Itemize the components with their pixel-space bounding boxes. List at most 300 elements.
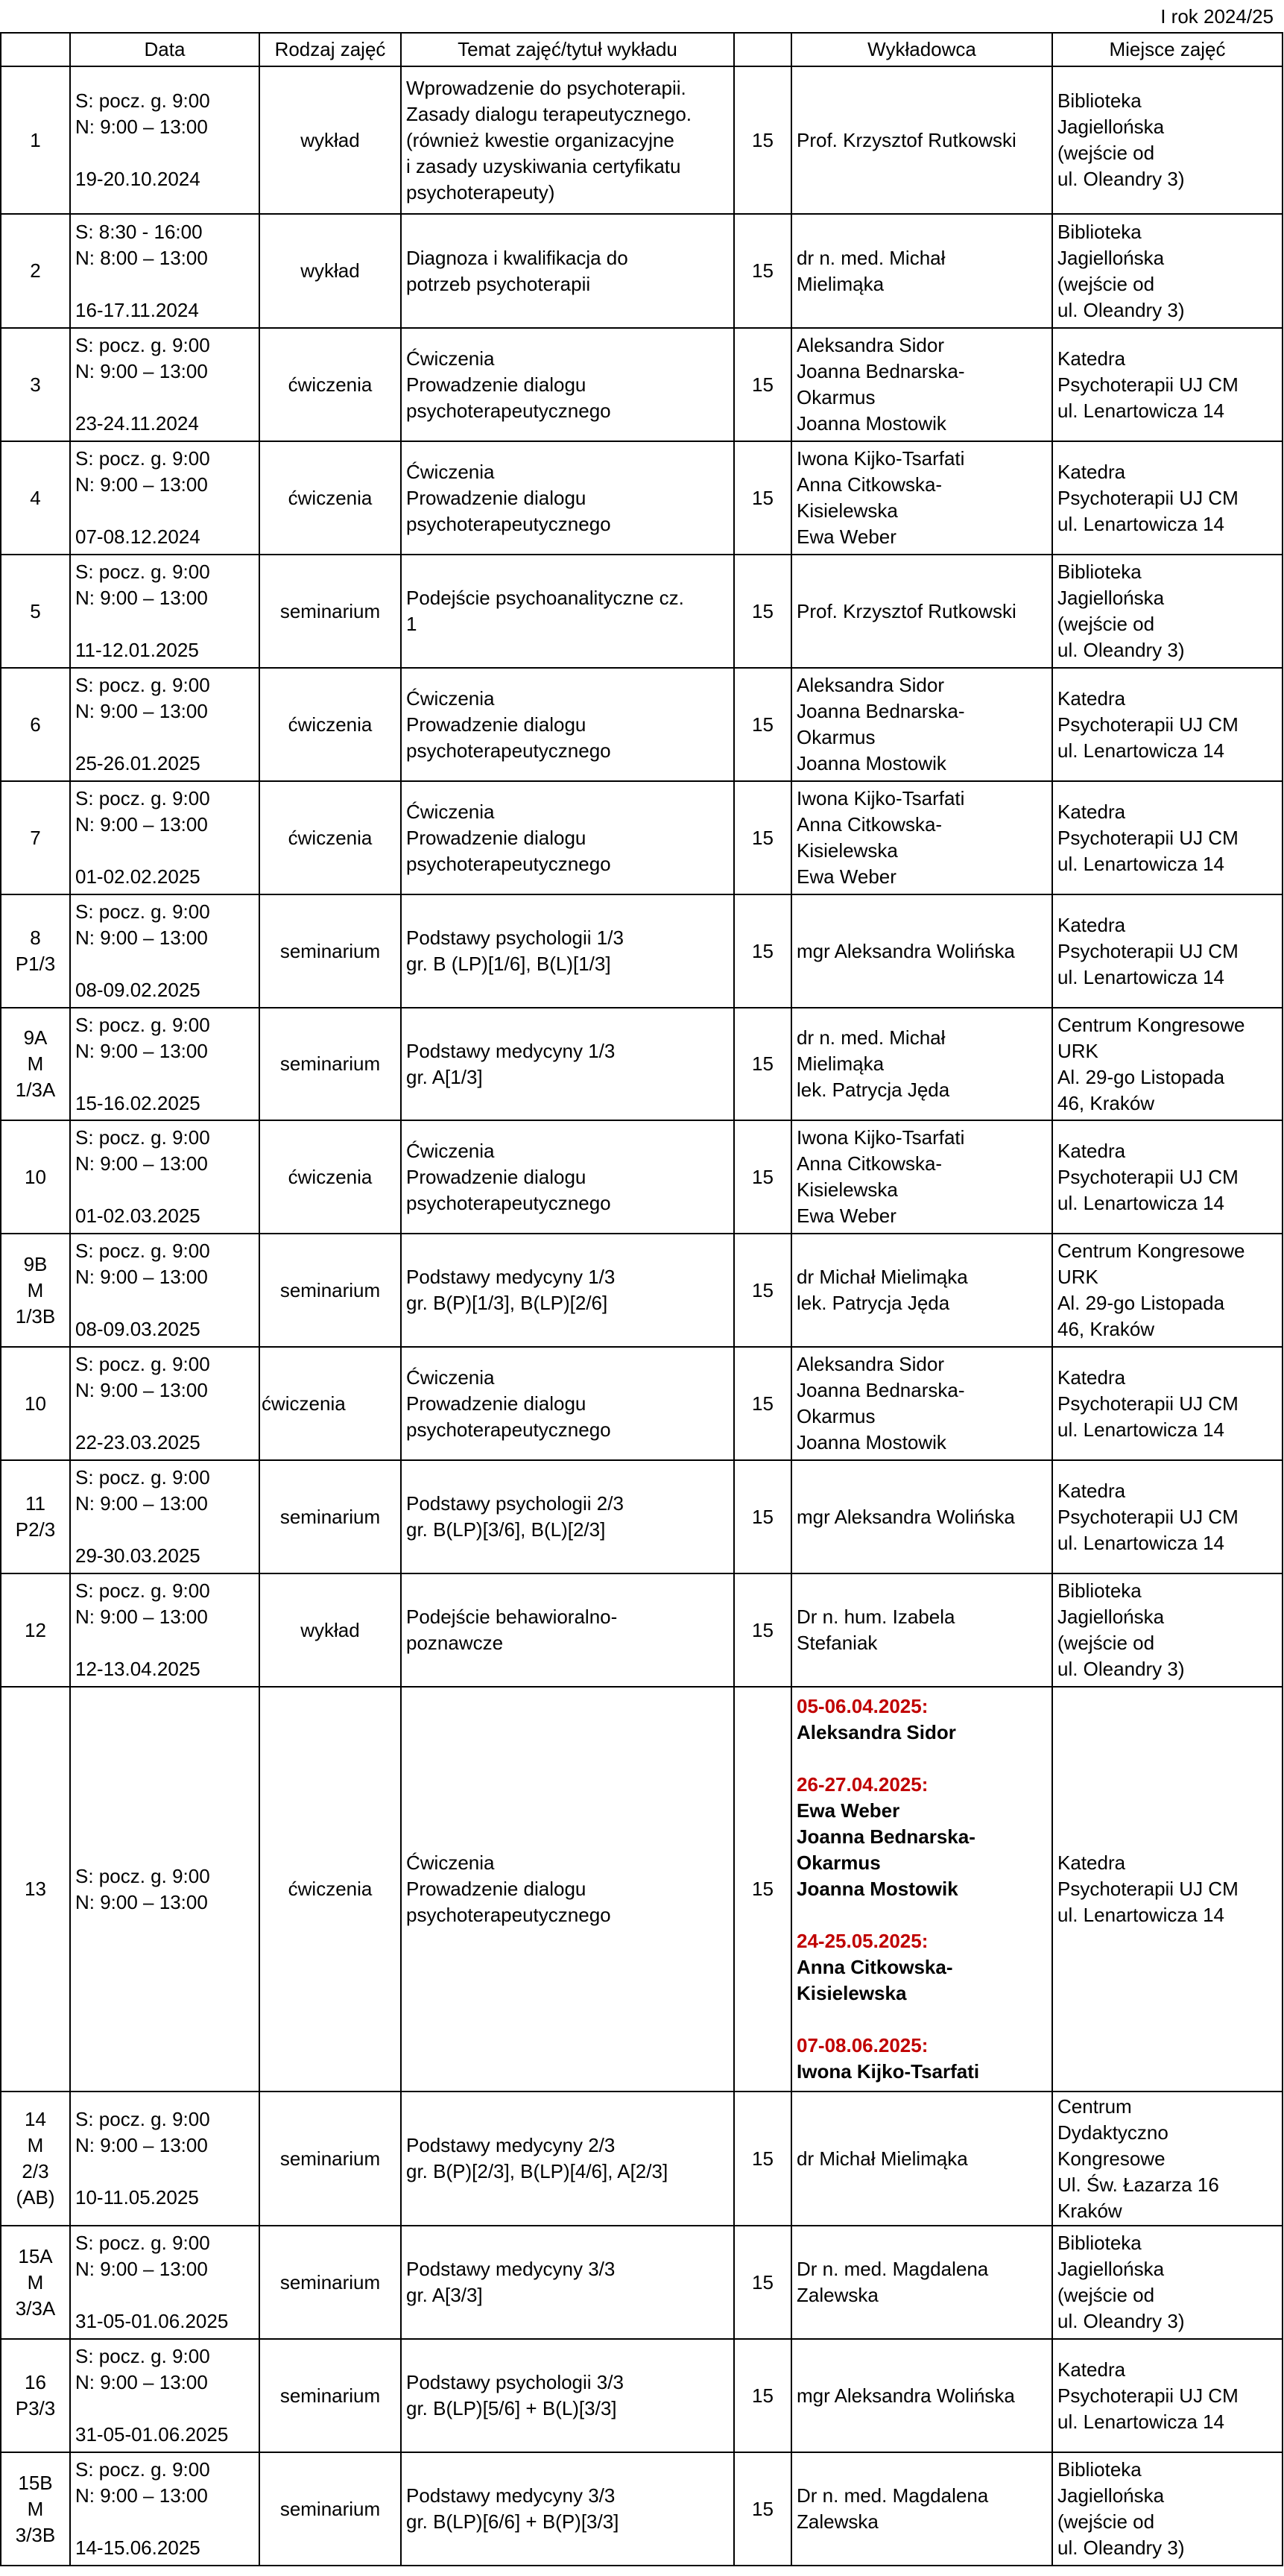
row-number-line: 10: [25, 1392, 46, 1415]
place-line: (wejście od: [1057, 613, 1155, 635]
lecturer-cell: [791, 1234, 1052, 1347]
date-line: N: 8:00 – 13:00: [75, 246, 208, 269]
date-line: S: pocz. g. 9:00: [75, 674, 210, 696]
row-number-cell: [1, 1460, 70, 1573]
class-type-cell: seminarium: [259, 555, 401, 668]
topic-cell: [401, 1687, 734, 2092]
date-cell: [70, 1687, 259, 2092]
date-line: 31-05-01.06.2025: [75, 2310, 229, 2332]
lecturer-line: dr n. med. Michał: [797, 246, 946, 269]
lecturer-line: Prof. Krzysztof Rutkowski: [797, 599, 1016, 622]
row-number-line: P3/3: [15, 2397, 56, 2419]
date-cell: [70, 555, 259, 668]
date-line: S: pocz. g. 9:00: [75, 2108, 210, 2130]
topic-line: Prowadzenie dialogu: [406, 1392, 586, 1415]
topic-cell: [401, 555, 734, 668]
lecturer-line: Kisielewska: [797, 1178, 898, 1201]
place-line: ul. Lenartowicza 14: [1057, 739, 1225, 762]
topic-line: Podstawy psychologii 2/3: [406, 1492, 624, 1515]
date-line: [75, 498, 254, 524]
date-line: S: pocz. g. 9:00: [75, 1013, 210, 1036]
table-row: [1, 2339, 1283, 2452]
lecturer-line: Zalewska: [797, 2510, 879, 2533]
lecturer-line: Kisielewska: [797, 499, 898, 522]
date-line: S: pocz. g. 9:00: [75, 900, 210, 923]
place-cell: [1052, 214, 1283, 328]
date-line: [75, 385, 254, 411]
date-line: N: 9:00 – 13:00: [75, 473, 208, 496]
lecturer-line: Dr n. hum. Izabela: [797, 1606, 955, 1628]
row-number-cell: [1, 1008, 70, 1120]
hours-cell: 15: [734, 328, 791, 441]
class-type-cell: seminarium: [259, 1460, 401, 1573]
place-line: Katedra: [1057, 913, 1126, 936]
place-cell: [1052, 1687, 1283, 2092]
header-place: Miejsce zajęć: [1052, 33, 1283, 66]
place-line: Al. 29-go Listopada: [1057, 1292, 1225, 1314]
hours-cell: 15: [734, 214, 791, 328]
row-number-line: 11: [25, 1492, 45, 1515]
hours-cell: 15: [734, 1347, 791, 1460]
topic-line: Prowadzenie dialogu: [406, 713, 586, 736]
row-number-line: M: [27, 2270, 44, 2294]
place-cell: [1052, 555, 1283, 668]
place-line: Centrum Kongresowe: [1057, 1013, 1245, 1036]
date-line: N: 9:00 – 13:00: [75, 587, 208, 609]
date-line: 01-02.02.2025: [75, 865, 200, 888]
date-line: N: 9:00 – 13:00: [75, 1606, 208, 1628]
class-type-cell: ćwiczenia: [259, 441, 401, 555]
date-line: S: pocz. g. 9:00: [75, 2232, 210, 2254]
lecturer-line: Zalewska: [797, 2284, 879, 2306]
row-number-line: 6: [30, 713, 41, 736]
topic-line: psychoterapeutycznego: [406, 739, 611, 762]
session-date-line: 07-08.06.2025:: [797, 2034, 929, 2056]
topic-cell: [401, 1573, 734, 1687]
place-line: (wejście od: [1057, 2510, 1155, 2533]
class-type-cell: seminarium: [259, 2226, 401, 2339]
topic-line: gr. A[3/3]: [406, 2284, 483, 2306]
lecturer-line: Ewa Weber: [797, 865, 896, 888]
topic-line: gr. B(LP)[6/6] + B(P)[3/3]: [406, 2510, 619, 2533]
row-number-cell: [1, 668, 70, 781]
row-number-line: 12: [25, 1618, 46, 1641]
date-line: N: 9:00 – 13:00: [75, 360, 208, 382]
place-line: Centrum Kongresowe: [1057, 1240, 1245, 1262]
lecturer-line: Anna Citkowska-: [797, 813, 943, 836]
class-type-cell: seminarium: [259, 2452, 401, 2566]
topic-line: Prowadzenie dialogu: [406, 1878, 586, 1900]
topic-line: Ćwiczenia: [406, 1366, 495, 1389]
lecturer-line: Joanna Mostowik: [797, 752, 946, 774]
row-number-line: 2/3: [22, 2160, 49, 2182]
date-line: 29-30.03.2025: [75, 1544, 200, 1567]
row-number-cell: [1, 214, 70, 328]
header-hours: [734, 33, 791, 66]
row-number-line: (AB): [16, 2186, 55, 2209]
date-line: S: pocz. g. 9:00: [75, 561, 210, 583]
date-cell: [70, 441, 259, 555]
row-number-line: 9A: [23, 1026, 48, 1049]
topic-line: psychoterapeutycznego: [406, 399, 611, 422]
row-number-line: 7: [30, 826, 41, 849]
header-lecturer: Wykładowca: [791, 33, 1052, 66]
row-number-line: M: [27, 2497, 44, 2520]
date-line: S: pocz. g. 9:00: [75, 447, 210, 470]
date-cell: [70, 781, 259, 894]
date-line: [75, 140, 254, 166]
row-number-cell: [1, 1687, 70, 2092]
hours-cell: 15: [734, 1573, 791, 1687]
date-line: [75, 271, 254, 297]
lecturer-line: [797, 1746, 1047, 1772]
table-row: [1, 328, 1283, 441]
place-line: ul. Lenartowicza 14: [1057, 1191, 1225, 1214]
place-line: Jagiellońska: [1057, 246, 1165, 269]
place-line: Katedra: [1057, 1479, 1126, 1502]
class-type-cell: seminarium: [259, 894, 401, 1008]
row-number-line: 16: [25, 2371, 46, 2393]
topic-cell: [401, 66, 734, 214]
topic-cell: [401, 1234, 734, 1347]
lecturer-cell: [791, 555, 1052, 668]
place-line: ul. Oleandry 3): [1057, 2536, 1185, 2559]
topic-line: Wprowadzenie do psychoterapii.: [406, 76, 686, 99]
place-line: 46, Kraków: [1057, 1091, 1155, 1114]
place-line: Psychoterapii UJ CM: [1057, 1505, 1239, 1528]
hours-cell: 15: [734, 894, 791, 1008]
lecturer-cell: [791, 1573, 1052, 1687]
row-number-line: M: [27, 2134, 44, 2156]
row-number-line: 13: [25, 1878, 46, 1900]
lecturer-line: mgr Aleksandra Wolińska: [797, 939, 1015, 962]
date-line: 14-15.06.2025: [75, 2536, 200, 2559]
class-type-cell: ćwiczenia: [259, 668, 401, 781]
place-cell: [1052, 2092, 1283, 2226]
lecturer-cell: [791, 2092, 1052, 2226]
lecturer-line: [797, 2007, 1047, 2033]
lecturer-cell: [791, 214, 1052, 328]
date-line: S: pocz. g. 9:00: [75, 1240, 210, 1262]
place-line: 46, Kraków: [1057, 1318, 1155, 1340]
topic-line: gr. B(P)[1/3], B(LP)[2/6]: [406, 1292, 608, 1314]
date-cell: [70, 894, 259, 1008]
place-line: Psychoterapii UJ CM: [1057, 1165, 1239, 1188]
hours-cell: 15: [734, 2092, 791, 2226]
lecturer-line: Joanna Bednarska-: [797, 1379, 965, 1401]
date-line: [75, 2159, 254, 2185]
place-line: Biblioteka: [1057, 2458, 1142, 2481]
place-line: Kraków: [1057, 2199, 1122, 2222]
topic-line: Podstawy medycyny 3/3: [406, 2484, 616, 2507]
lecturer-line: Mielimąka: [797, 272, 885, 295]
topic-line: psychoterapeutycznego: [406, 1904, 611, 1926]
date-cell: [70, 328, 259, 441]
topic-cell: [401, 441, 734, 555]
place-line: Dydaktyczno: [1057, 2121, 1168, 2144]
topic-line: psychoterapeutycznego: [406, 852, 611, 875]
class-type-cell: seminarium: [259, 1234, 401, 1347]
hours-cell: 15: [734, 1120, 791, 1234]
lecturer-line: Ewa Weber: [797, 1205, 896, 1227]
place-line: Al. 29-go Listopada: [1057, 1065, 1225, 1088]
date-line: [75, 1404, 254, 1430]
date-line: N: 9:00 – 13:00: [75, 1492, 208, 1515]
hours-cell: 15: [734, 1008, 791, 1120]
place-line: Jagiellońska: [1057, 116, 1165, 138]
date-cell: [70, 214, 259, 328]
place-line: ul. Oleandry 3): [1057, 168, 1185, 190]
place-cell: [1052, 1347, 1283, 1460]
topic-cell: [401, 781, 734, 894]
date-cell: [70, 1347, 259, 1460]
date-line: S: pocz. g. 9:00: [75, 334, 210, 356]
row-number-line: 9B: [23, 1252, 48, 1275]
place-line: Psychoterapii UJ CM: [1057, 1878, 1239, 1900]
lecturer-line: Dr n. med. Magdalena: [797, 2258, 989, 2280]
class-type-cell: ćwiczenia: [259, 1120, 401, 1234]
class-type-cell: ćwiczenia: [259, 328, 401, 441]
topic-cell: [401, 894, 734, 1008]
place-line: Katedra: [1057, 1139, 1126, 1162]
row-number-line: M: [27, 1052, 44, 1075]
session-date-line: 05-06.04.2025:: [797, 1695, 929, 1717]
lecturer-line: Anna Citkowska-: [797, 1956, 953, 1978]
topic-line: gr. B(LP)[3/6], B(L)[2/3]: [406, 1518, 606, 1541]
place-line: URK: [1057, 1266, 1098, 1288]
hours-cell: 15: [734, 668, 791, 781]
row-number-line: 1: [30, 128, 41, 151]
place-line: (wejście od: [1057, 272, 1155, 295]
lecturer-cell: [791, 2452, 1052, 2566]
place-line: ul. Lenartowicza 14: [1057, 2410, 1225, 2433]
place-cell: [1052, 66, 1283, 214]
topic-line: Podejście behawioralno-: [406, 1606, 618, 1628]
row-number-cell: [1, 2092, 70, 2226]
place-line: Biblioteka: [1057, 220, 1142, 243]
date-line: N: 9:00 – 13:00: [75, 116, 208, 138]
topic-line: Podstawy medycyny 3/3: [406, 2258, 616, 2280]
hours-cell: 15: [734, 781, 791, 894]
lecturer-line: Prof. Krzysztof Rutkowski: [797, 128, 1016, 151]
date-line: [75, 1064, 254, 1090]
place-cell: [1052, 1120, 1283, 1234]
date-line: N: 9:00 – 13:00: [75, 1379, 208, 1401]
row-number-cell: [1, 2452, 70, 2566]
row-number-line: 2: [30, 259, 41, 282]
topic-cell: [401, 1460, 734, 1573]
table-row: [1, 781, 1283, 894]
topic-cell: [401, 1120, 734, 1234]
table-row: [1, 2452, 1283, 2566]
date-line: 25-26.01.2025: [75, 752, 200, 774]
place-line: ul. Oleandry 3): [1057, 298, 1185, 321]
place-line: Katedra: [1057, 800, 1126, 823]
date-line: N: 9:00 – 13:00: [75, 926, 208, 949]
place-line: Biblioteka: [1057, 1579, 1142, 1602]
topic-line: Ćwiczenia: [406, 800, 495, 823]
date-cell: [70, 2092, 259, 2226]
row-number-cell: [1, 1234, 70, 1347]
date-line: [75, 1630, 254, 1656]
date-line: 31-05-01.06.2025: [75, 2423, 229, 2446]
row-number-line: P1/3: [15, 953, 56, 975]
topic-cell: [401, 214, 734, 328]
date-line: [75, 2282, 254, 2308]
topic-cell: [401, 2339, 734, 2452]
lecturer-line: Aleksandra Sidor: [797, 334, 944, 356]
topic-line: Ćwiczenia: [406, 1139, 495, 1162]
schedule-rows: [1, 66, 1283, 2566]
place-line: Centrum: [1057, 2094, 1132, 2118]
table-row: [1, 1460, 1283, 1573]
date-line: N: 9:00 – 13:00: [75, 1266, 208, 1288]
date-line: [75, 611, 254, 637]
place-line: Biblioteka: [1057, 2232, 1142, 2254]
lecturer-line: Ewa Weber: [797, 525, 896, 548]
lecturer-line: Mielimąka: [797, 1052, 885, 1075]
place-cell: [1052, 1234, 1283, 1347]
topic-line: Ćwiczenia: [406, 686, 495, 710]
place-cell: [1052, 668, 1283, 781]
topic-cell: [401, 2452, 734, 2566]
place-line: Katedra: [1057, 1366, 1126, 1389]
class-type-cell: seminarium: [259, 2092, 401, 2226]
topic-line: gr. A[1/3]: [406, 1065, 483, 1088]
topic-cell: [401, 2092, 734, 2226]
topic-line: Prowadzenie dialogu: [406, 373, 586, 396]
date-line: [75, 1177, 254, 1203]
date-cell: [70, 668, 259, 781]
lecturer-cell: [791, 1008, 1052, 1120]
row-number-cell: [1, 441, 70, 555]
date-line: S: pocz. g. 9:00: [75, 2458, 210, 2481]
date-line: N: 9:00 – 13:00: [75, 1039, 208, 1062]
lecturer-line: Joanna Mostowik: [797, 1878, 958, 1900]
header-number: [1, 33, 70, 66]
hours-cell: 15: [734, 2452, 791, 2566]
place-line: ul. Oleandry 3): [1057, 2310, 1185, 2332]
lecturer-line: Okarmus: [797, 726, 876, 748]
class-type-cell: ćwiczenia: [259, 781, 401, 894]
topic-line: Podstawy medycyny 1/3: [406, 1266, 616, 1288]
place-cell: [1052, 441, 1283, 555]
date-line: 01-02.03.2025: [75, 1205, 200, 1227]
place-line: ul. Lenartowicza 14: [1057, 512, 1225, 535]
lecturer-line: Okarmus: [797, 1852, 881, 1874]
schedule-table: [0, 32, 1283, 2566]
row-number-cell: [1, 555, 70, 668]
row-number-line: 4: [30, 486, 41, 509]
lecturer-line: Ewa Weber: [797, 1799, 900, 1822]
date-cell: [70, 66, 259, 214]
topic-cell: [401, 1008, 734, 1120]
lecturer-line: lek. Patrycja Jęda: [797, 1292, 950, 1314]
lecturer-line: dr Michał Mielimąka: [797, 2147, 968, 2170]
lecturer-line: Kisielewska: [797, 1982, 907, 2004]
table-row: [1, 2092, 1283, 2226]
place-line: URK: [1057, 1039, 1098, 1062]
date-line: N: 9:00 – 13:00: [75, 700, 208, 722]
class-type-cell: wykład: [259, 1573, 401, 1687]
place-line: (wejście od: [1057, 142, 1155, 164]
lecturer-cell: [791, 2339, 1052, 2452]
date-line: S: pocz. g. 9:00: [75, 1579, 210, 1602]
lecturer-line: dr Michał Mielimąka: [797, 1266, 968, 1288]
lecturer-line: Kisielewska: [797, 839, 898, 862]
topic-line: Prowadzenie dialogu: [406, 1165, 586, 1188]
place-line: ul. Lenartowicza 14: [1057, 965, 1225, 988]
place-cell: [1052, 894, 1283, 1008]
topic-line: psychoterapeutycznego: [406, 1191, 611, 1214]
place-cell: [1052, 1573, 1283, 1687]
hours-cell: 15: [734, 441, 791, 555]
table-row: [1, 555, 1283, 668]
lecturer-line: Anna Citkowska-: [797, 473, 943, 496]
date-line: S: 8:30 - 16:00: [75, 220, 203, 243]
lecturer-line: lek. Patrycja Jęda: [797, 1079, 950, 1101]
header-topic: Temat zajęć/tytuł wykładu: [401, 33, 734, 66]
row-number-cell: [1, 2226, 70, 2339]
place-line: ul. Lenartowicza 14: [1057, 399, 1225, 422]
place-line: ul. Oleandry 3): [1057, 639, 1185, 661]
row-number-cell: [1, 2339, 70, 2452]
topic-line: Podstawy psychologii 1/3: [406, 926, 624, 949]
date-cell: [70, 2226, 259, 2339]
date-line: 16-17.11.2024: [75, 298, 199, 321]
place-line: Jagiellońska: [1057, 2258, 1165, 2280]
lecturer-line: Iwona Kijko-Tsarfati: [797, 447, 965, 470]
date-line: 23-24.11.2024: [75, 412, 199, 435]
topic-cell: [401, 668, 734, 781]
date-line: 12-13.04.2025: [75, 1658, 200, 1680]
date-line: 22-23.03.2025: [75, 1431, 200, 1453]
class-type-cell: ćwiczenia: [259, 1687, 401, 2092]
place-line: Psychoterapii UJ CM: [1057, 373, 1239, 396]
place-cell: [1052, 1008, 1283, 1120]
place-line: Biblioteka: [1057, 561, 1142, 583]
place-line: Psychoterapii UJ CM: [1057, 826, 1239, 849]
date-line: [75, 1290, 254, 1316]
topic-line: Podejście psychoanalityczne cz.: [406, 587, 684, 609]
place-line: ul. Lenartowicza 14: [1057, 1531, 1225, 1554]
date-line: [75, 1517, 254, 1543]
topic-line: psychoterapeuty): [406, 180, 555, 203]
topic-cell: [401, 2226, 734, 2339]
lecturer-line: mgr Aleksandra Wolińska: [797, 1505, 1015, 1528]
lecturer-line: Joanna Bednarska-: [797, 1825, 975, 1848]
place-line: Kongresowe: [1057, 2147, 1166, 2170]
session-date-line: 26-27.04.2025:: [797, 1773, 929, 1796]
topic-line: poznawcze: [406, 1632, 504, 1654]
class-type-cell: wykład: [259, 214, 401, 328]
place-line: (wejście od: [1057, 1632, 1155, 1654]
date-line: N: 9:00 – 13:00: [75, 813, 208, 836]
hours-cell: 15: [734, 2226, 791, 2339]
row-number-line: 14: [25, 2108, 46, 2130]
lecturer-line: Okarmus: [797, 1405, 876, 1427]
place-line: Jagiellońska: [1057, 2484, 1165, 2507]
place-cell: [1052, 2339, 1283, 2452]
table-row: [1, 214, 1283, 328]
table-row: [1, 66, 1283, 214]
date-line: 08-09.02.2025: [75, 979, 200, 1001]
lecturer-cell: [791, 1687, 1052, 2092]
place-cell: [1052, 781, 1283, 894]
row-number-line: 8: [30, 926, 41, 949]
topic-line: 1: [406, 613, 417, 635]
lecturer-line: Aleksandra Sidor: [797, 1721, 956, 1743]
